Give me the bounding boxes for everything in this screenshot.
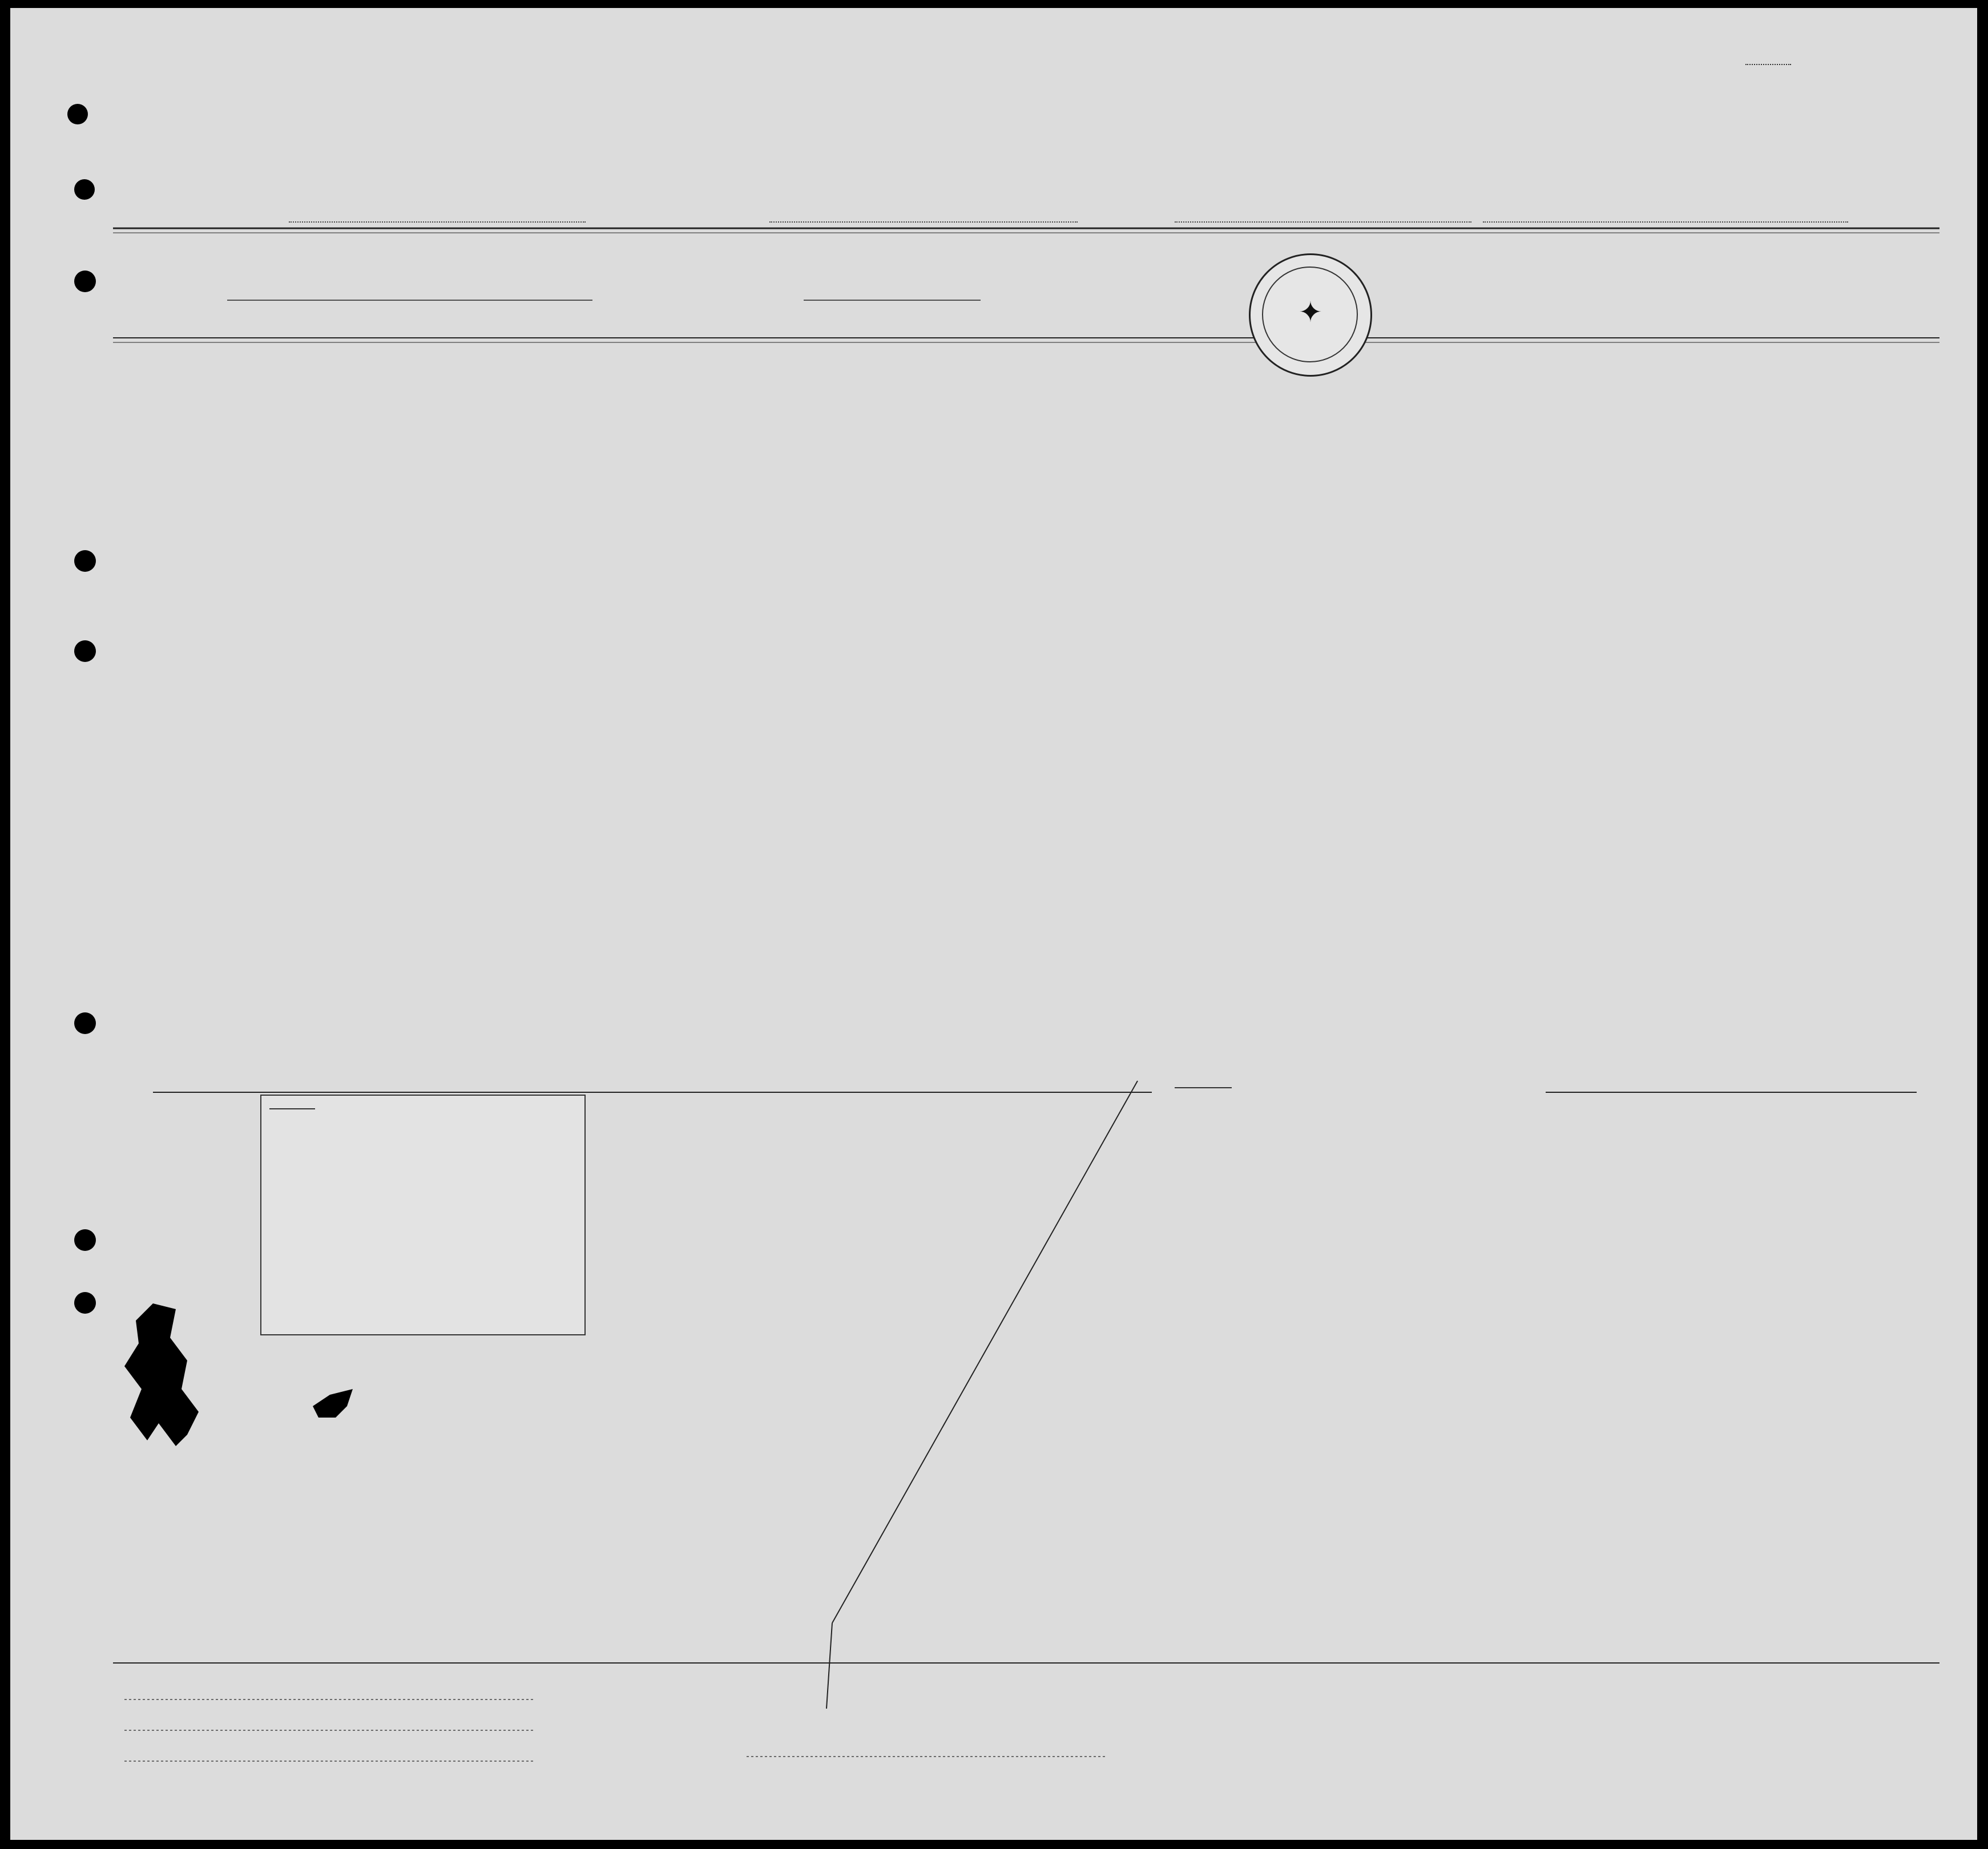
- binder-hole: [74, 1229, 96, 1251]
- binder-hole: [74, 271, 96, 292]
- consulate-seal: [1249, 253, 1372, 377]
- binder-hole: [74, 179, 95, 200]
- binder-hole: [74, 1292, 96, 1314]
- binder-hole: [74, 1012, 96, 1034]
- binder-hole: [67, 104, 88, 124]
- paper-damage: [307, 1383, 358, 1423]
- manifest-grid: [10, 8, 1977, 1840]
- manifest-sheet: [10, 8, 1977, 1840]
- binder-hole: [74, 640, 96, 662]
- stamp-rule: [269, 1100, 315, 1109]
- binder-hole: [74, 550, 96, 572]
- consular-stamp: [260, 1095, 586, 1335]
- closed-with-line: [1175, 1077, 1232, 1093]
- closed-with-count: [1175, 1087, 1232, 1088]
- eagle-icon: ✦: [1299, 296, 1322, 328]
- paper-damage: [113, 1292, 216, 1452]
